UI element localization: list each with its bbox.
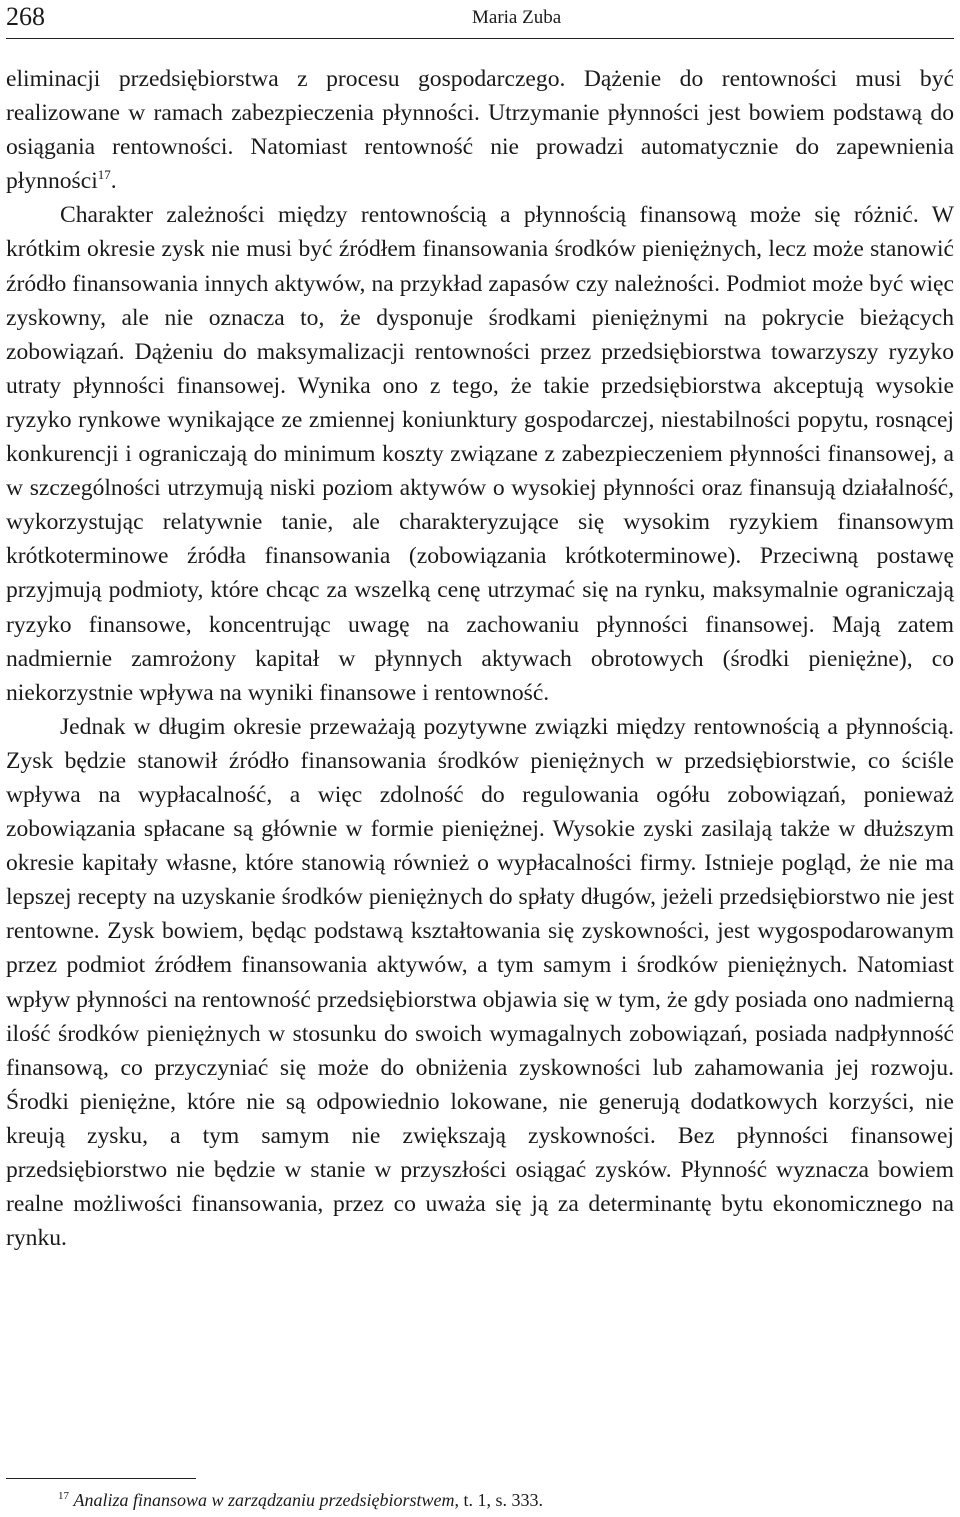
footnote-source-details: , t. 1, s. 333. bbox=[454, 1490, 544, 1510]
footnote-number: 17 bbox=[58, 1490, 69, 1502]
running-head-author: Maria Zuba bbox=[472, 7, 562, 28]
paragraph-1-text: eliminacji przedsiębiorstwa z procesu gospodarczego. Dążenie do rentowności musi być realizowane w ramach zabezpieczenia płynności. Utrzymanie płynności jest bowiem podstawą do osiągania rentowności. Natomiast rentowność nie prowadzi automatycznie do zapewnienia płynności bbox=[6, 66, 954, 195]
footnote-divider bbox=[6, 1478, 196, 1479]
body-text bbox=[6, 62, 954, 1255]
footnote bbox=[58, 1488, 543, 1512]
page-number: 268 bbox=[6, 2, 45, 31]
footnote-source-title: Analiza finansowa w zarządzaniu przedsiębiorstwem bbox=[73, 1490, 455, 1510]
paragraph-3: Jednak w długim okresie przeważają pozytywne związki między rentownością a płynnością. Zysk będzie stanowił źródło finansowania środków pieniężnych w przedsiębiorstwie, co ściśle wpływa na wypłacalność, a więc zdolność do regulowania ogółu zobowiązań, ponieważ zobowiązania spłacane są głównie w formie pieniężnej. Wysokie zyski zasilają także w dłuższym okresie kapitały własne, które stanowią również o wypłacalności firmy. Istnieje pogląd, że nie ma lepszej recepty na uzyskanie środków pieniężnych do spłaty długów, jeżeli przedsiębiorstwo nie jest rentowne. Zysk bowiem, będąc podstawą kształtowania się zyskowności, jest wygospodarowanym przez podmiot źródłem finansowania aktywów, a tym samym i środków pieniężnych. Natomiast wpływ płynności na rentowność przedsiębiorstwa objawia się w tym, że gdy posiada ono nadmierną ilość środków pieniężnych w stosunku do swoich wymagalnych zobowiązań, posiada nadpłynność finansową, co przyczyniać się może do obniżenia zyskowności lub zahamowania jej rozwoju. Środki pieniężne, które nie są odpowiednio lokowane, nie generują dodatkowych korzyści, nie kreują zysku, a tym samym nie zwiększają zyskowności. Bez płynności finansowej przedsiębiorstwo nie będzie w stanie w przyszłości osiągać zysków. Płynność wyznacza bowiem realne możliwości finansowania, przez co uważa się ją za determinantę bytu ekonomicznego na rynku. bbox=[6, 713, 954, 1252]
page-header bbox=[6, 0, 954, 39]
footnote-reference[interactable]: 17 bbox=[97, 167, 111, 183]
paragraph-1 bbox=[6, 62, 954, 198]
paragraph-2: Charakter zależności między rentownością a płynnością finansową może się różnić. W krótkim okresie zysk nie musi być źródłem finansowania środków pieniężnych, lecz może stanowić źródło finansowania innych aktywów, na przykład zapasów czy należności. Podmiot może być więc zyskowny, ale nie oznacza to, że dysponuje środkami pieniężnymi na pokrycie bieżących zobowiązań. Dążeniu do maksymalizacji rentowności przez przedsiębiorstwa towarzyszy ryzyko utraty płynności finansowej. Wynika ono z tego, że takie przedsiębiorstwa akceptują wysokie ryzyko rynkowe wynikające ze zmiennej koniunktury gospodarczej, niestabilności popytu, rosnącej konkurencji i ograniczają do minimum koszty związane z zabezpieczeniem płynności finansowej, a w szczególności utrzymują niski poziom aktywów o wysokiej płynności oraz finansują działalność, wykorzystując relatywnie tanie, ale charakteryzujące się wysokim ryzykiem finansowym krótkoterminowe źródła finansowania (zobowiązania krótkoterminowe). Przeciwną postawę przyjmują podmioty, które chcąc za wszelką cenę utrzymać się na rynku, maksymalnie ograniczają ryzyko finansowe, koncentrując uwagę na zachowaniu płynności finansowej. Mają zatem nadmiernie zamrożony kapitał w płynnych aktywach obrotowych (środki pieniężne), co niekorzystnie wpływa na wyniki finansowe i rentowność. bbox=[6, 202, 954, 706]
paragraph-1-end: . bbox=[110, 168, 117, 195]
